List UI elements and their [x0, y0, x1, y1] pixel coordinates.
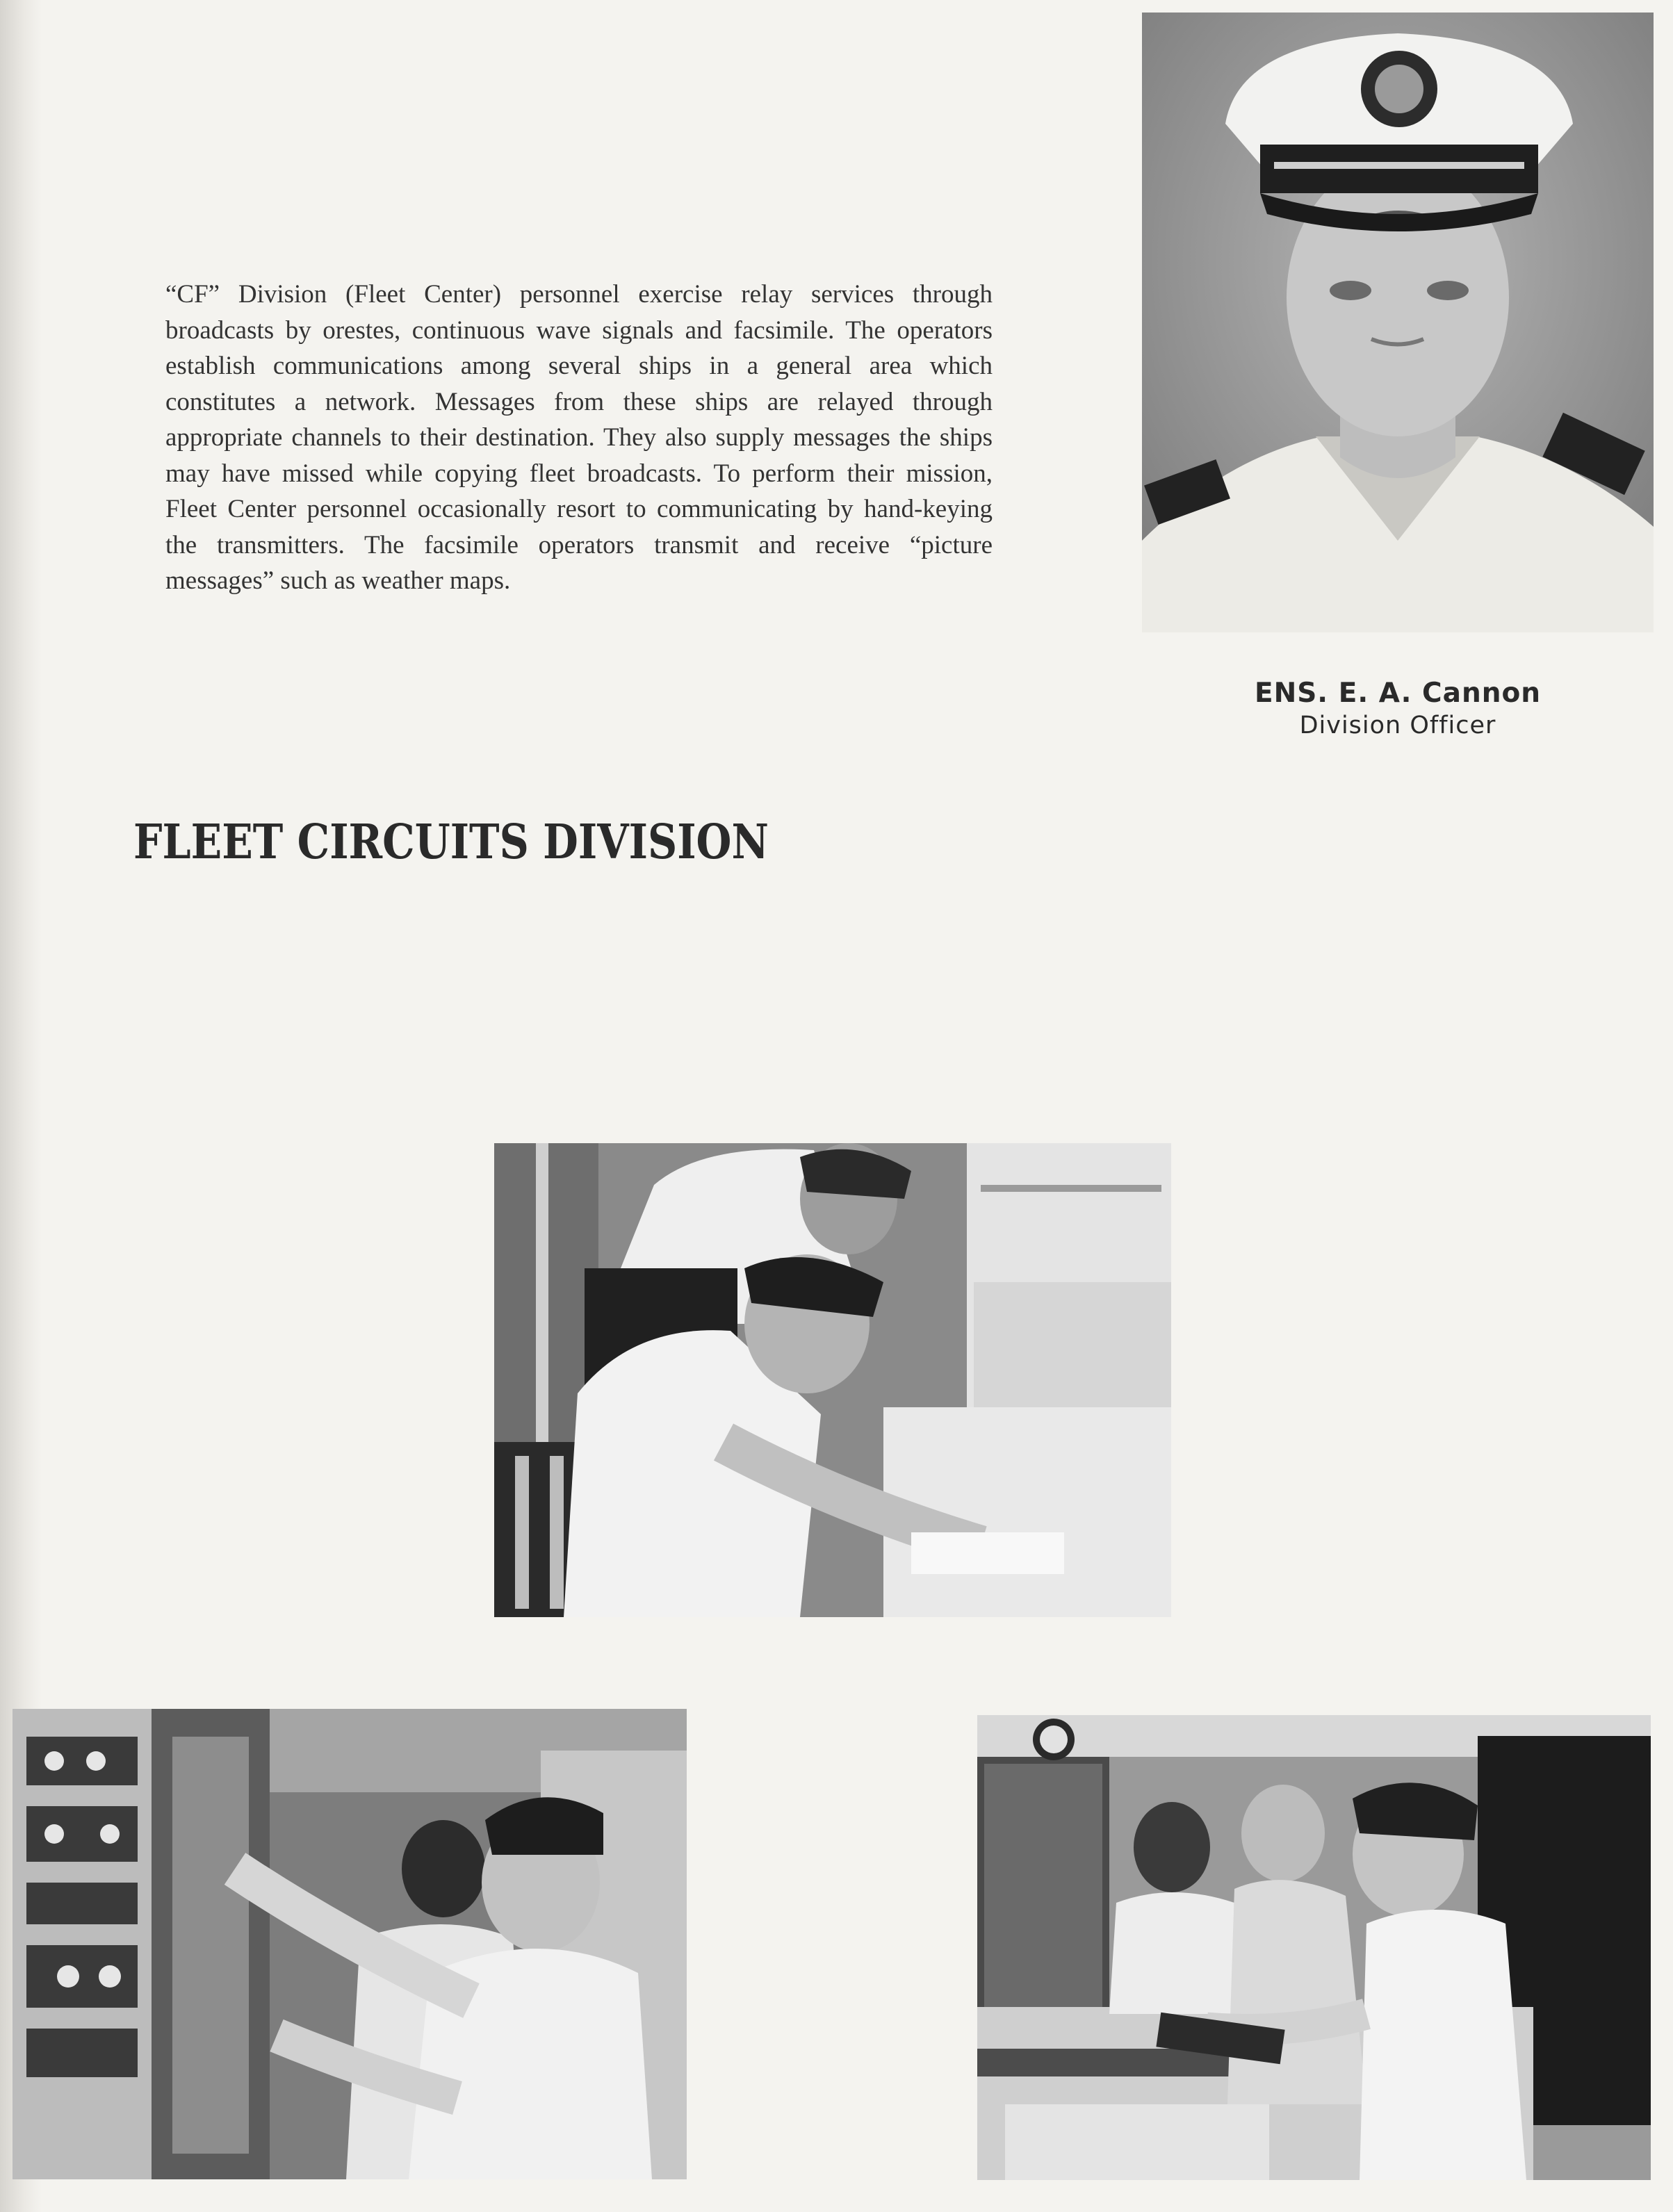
- officer-title: Division Officer: [1299, 712, 1496, 739]
- transmitter-rack-photo: [13, 1709, 687, 2179]
- division-heading: FLEET CIRCUITS DIVISION: [133, 814, 769, 870]
- operators-at-equipment-photo: [977, 1715, 1651, 2180]
- body-paragraph: “CF” Division (Fleet Center) personnel exercise relay services through broadcasts by orestes, continuous wave signals and facsimile. The operators establish communications among several ships in a general area which constitutes a network. Messages from these ships are relayed through appropriate channels to their destination. They also supply messages the ships may have missed while copying fleet broadcasts. To perform their mission, Fleet Center personnel occasionally resort to communicating by hand-keying the transmitters. The facsimile operators transmit and receive “picture messages” such as weather maps.: [165, 280, 993, 595]
- officer-portrait-photo: [1142, 13, 1654, 632]
- officer-name: ENS. E. A. Cannon: [1254, 678, 1542, 709]
- sailors-at-desk-photo: [494, 1143, 1171, 1617]
